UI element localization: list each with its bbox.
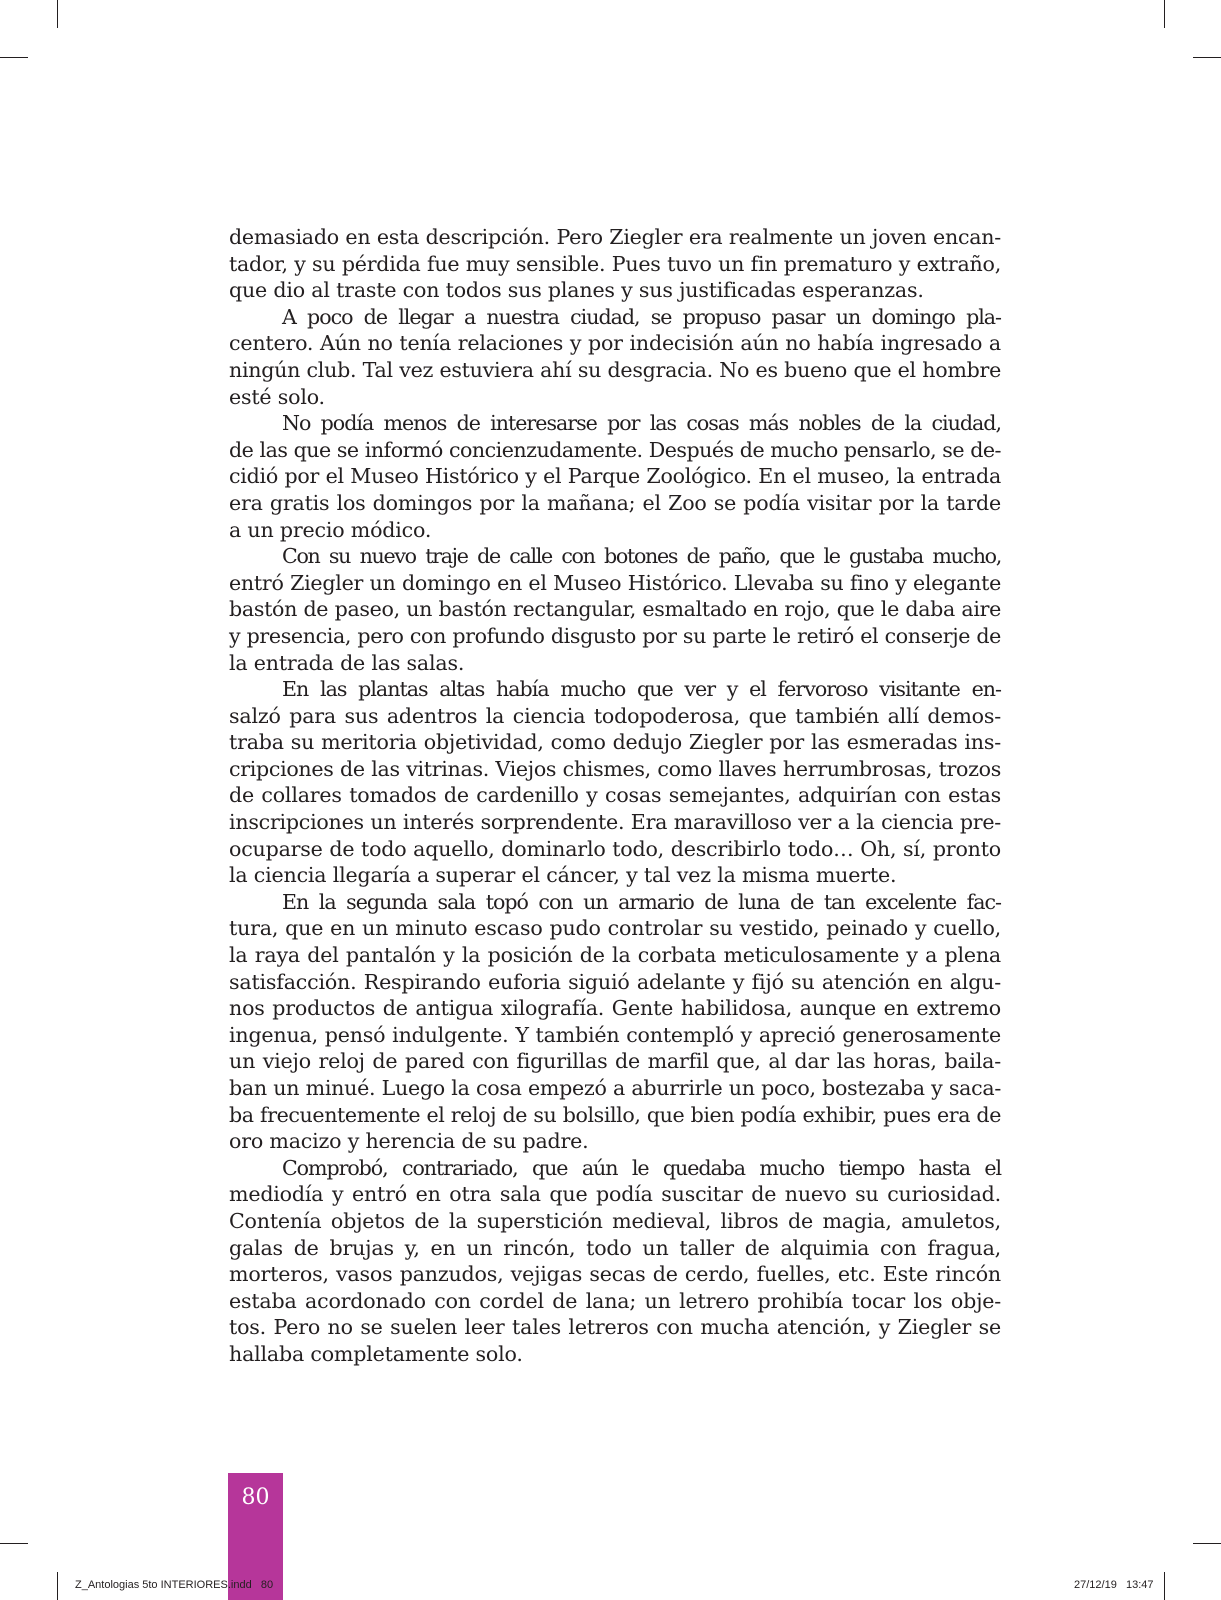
text-line: centero. Aún no tenía relaciones y por indecisión aún no había ingresado a bbox=[229, 331, 1001, 356]
text-line: la raya del pantalón y la posición de la corbata meticulosamente y a plena bbox=[229, 943, 1001, 968]
text-line: un viejo reloj de pared con figurillas de marfil que, al dar las horas, baila- bbox=[229, 1049, 1001, 1074]
crop-mark-top-right-horizontal bbox=[1193, 57, 1221, 58]
slug-file: Z_Antologias 5to INTERIORES.indd 80 bbox=[75, 1579, 274, 1591]
text-line: ingenua, pensó indulgente. Y también contempló y apreció generosamente bbox=[229, 1022, 1001, 1047]
crop-mark-top-left-vertical bbox=[57, 0, 58, 28]
text-line: galas de brujas y, en un rincón, todo un taller de alquimia con fragua, bbox=[229, 1235, 1001, 1260]
text-line: traba su meritoria objetividad, como dedujo Ziegler por las esmeradas ins- bbox=[229, 730, 1001, 755]
crop-mark-bottom-left-horizontal bbox=[0, 1543, 28, 1544]
text-line: la ciencia llegaría a superar el cáncer, y tal vez la misma muerte. bbox=[229, 863, 897, 888]
text-line: No podía menos de interesarse por las cosas más nobles de la ciudad, bbox=[282, 411, 1001, 436]
text-line: esté solo. bbox=[229, 384, 325, 409]
text-line: satisfacción. Respirando euforia siguió adelante y fijó su atención en algu- bbox=[229, 969, 1001, 994]
page-number: 80 bbox=[241, 1485, 270, 1510]
crop-mark-bottom-right-vertical bbox=[1164, 1572, 1165, 1600]
text-line: bastón de paseo, un bastón rectangular, esmaltado en rojo, que le daba aire bbox=[229, 597, 1001, 622]
text-line: A poco de llegar a nuestra ciudad, se propuso pasar un domingo pla- bbox=[282, 304, 1001, 329]
text-line: demasiado en esta descripción. Pero Ziegler era realmente un joven encan- bbox=[229, 225, 1001, 249]
paragraph bbox=[229, 889, 1001, 1155]
text-line: entró Ziegler un domingo en el Museo Histórico. Llevaba su fino y elegante bbox=[229, 570, 1001, 595]
text-line: Comprobó, contrariado, que aún le quedaba mucho tiempo hasta el bbox=[282, 1155, 1001, 1180]
text-line: oro macizo y herencia de su padre. bbox=[229, 1129, 589, 1154]
text-line: cripciones de las vitrinas. Viejos chismes, como llaves herrumbrosas, trozos bbox=[229, 756, 1001, 781]
paragraph bbox=[229, 543, 1001, 676]
body-text bbox=[229, 224, 1001, 1368]
text-line: cidió por el Museo Histórico y el Parque Zoológico. En el museo, la entrada bbox=[229, 464, 1001, 489]
text-line: tura, que en un minuto escaso pudo controlar su vestido, peinado y cuello, bbox=[229, 916, 1001, 941]
text-line: de las que se informó concienzudamente. Después de mucho pensarlo, se de- bbox=[229, 437, 1001, 462]
paragraph bbox=[229, 1155, 1001, 1368]
crop-mark-bottom-right-horizontal bbox=[1193, 1543, 1221, 1544]
crop-mark-top-right-vertical bbox=[1164, 0, 1165, 28]
text-line: inscripciones un interés sorprendente. Era maravilloso ver a la ciencia pre- bbox=[229, 810, 1001, 835]
text-line: ningún club. Tal vez estuviera ahí su desgracia. No es bueno que el hombre bbox=[229, 357, 1001, 382]
text-line: de collares tomados de cardenillo y cosas semejantes, adquirían con estas bbox=[229, 783, 1001, 808]
text-line: Contenía objetos de la superstición medieval, libros de magia, amuletos, bbox=[229, 1208, 1001, 1233]
text-line: estaba acordonado con cordel de lana; un letrero prohibía tocar los obje- bbox=[229, 1288, 1001, 1313]
crop-mark-top-left-horizontal bbox=[0, 57, 28, 58]
text-line: mediodía y entró en otra sala que podía suscitar de nuevo su curiosidad. bbox=[229, 1182, 1001, 1207]
crop-mark-bottom-left-vertical bbox=[57, 1572, 58, 1600]
slug-datetime: 27/12/19 13:47 bbox=[1074, 1579, 1154, 1591]
text-line: En las plantas altas había mucho que ver y el fervoroso visitante en- bbox=[282, 677, 1001, 702]
text-line: era gratis los domingos por la mañana; el Zoo se podía visitar por la tarde bbox=[229, 490, 1001, 515]
text-line: la entrada de las salas. bbox=[229, 650, 465, 675]
text-line: morteros, vasos panzudos, vejigas secas de cerdo, fuelles, etc. Este rincón bbox=[229, 1262, 1001, 1287]
paragraph bbox=[229, 304, 1001, 410]
paragraph bbox=[229, 676, 1001, 889]
text-line: ban un minué. Luego la cosa empezó a aburrirle un poco, bostezaba y saca- bbox=[229, 1076, 1001, 1100]
text-line: y presencia, pero con profundo disgusto por su parte le retiró el conserje de bbox=[229, 623, 1001, 648]
text-line: Con su nuevo traje de calle con botones de paño, que le gustaba mucho, bbox=[282, 544, 1001, 569]
text-line: tos. Pero no se suelen leer tales letreros con mucha atención, y Ziegler se bbox=[229, 1315, 1001, 1340]
text-line: a un precio módico. bbox=[229, 517, 432, 542]
text-line: que dio al traste con todos sus planes y sus justificadas esperanzas. bbox=[229, 278, 924, 303]
text-line: ocuparse de todo aquello, dominarlo todo, describirlo todo… Oh, sí, pronto bbox=[229, 836, 1001, 861]
text-line: tador, y su pérdida fue muy sensible. Pues tuvo un fin prematuro y extraño, bbox=[229, 251, 1001, 276]
text-line: En la segunda sala topó con un armario de luna de tan excelente fac- bbox=[282, 889, 1001, 914]
text-line: ba frecuentemente el reloj de su bolsillo, que bien podía exhibir, pues era de bbox=[229, 1102, 1001, 1127]
paragraph bbox=[229, 410, 1001, 543]
paragraph bbox=[229, 224, 1001, 304]
text-line: nos productos de antigua xilografía. Gente habilidosa, aunque en extremo bbox=[229, 996, 1001, 1021]
text-line: hallaba completamente solo. bbox=[229, 1341, 523, 1366]
text-line: salzó para sus adentros la ciencia todopoderosa, que también allí demos- bbox=[229, 703, 1001, 728]
